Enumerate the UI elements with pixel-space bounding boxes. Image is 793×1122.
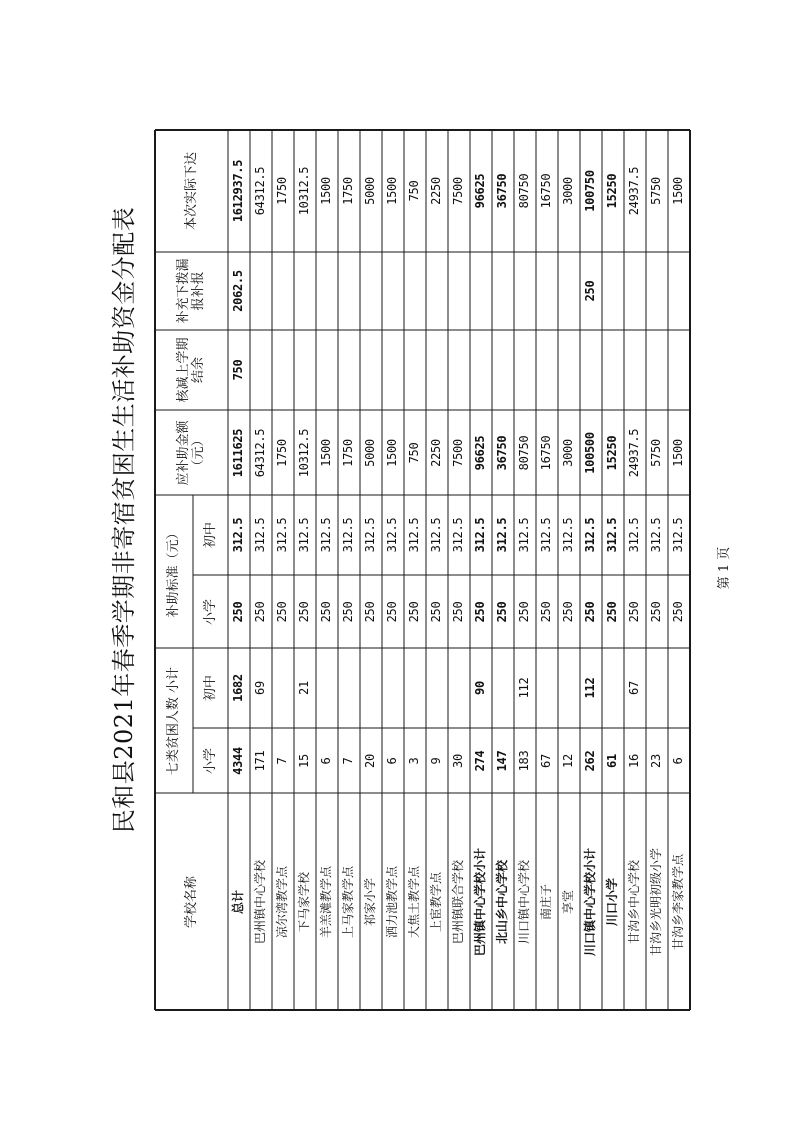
cell-amount-due: 10312.5 — [297, 428, 312, 477]
cell-actual-issued: 2250 — [429, 177, 444, 205]
cell-amount-due: 100500 — [583, 431, 598, 474]
cell-standard-junior: 312.5 — [473, 517, 488, 553]
cell-school-name: 南庄子 — [539, 883, 554, 920]
cell-school-name: 川口小学 — [605, 877, 620, 926]
cell-amount-due: 16750 — [539, 435, 554, 470]
cell-amount-due: 1500 — [319, 438, 334, 467]
cell-primary-count: 274 — [473, 750, 488, 771]
cell-standard-junior: 312.5 — [385, 517, 400, 553]
document-title: 民和县2021年春季学期非寄宿贫困生生活补助资金分配表 — [110, 206, 139, 834]
cell-primary-count: 23 — [649, 753, 664, 768]
cell-actual-issued: 1500 — [385, 177, 400, 205]
cell-standard-primary: 250 — [341, 601, 356, 622]
cell-amount-due: 36750 — [495, 435, 510, 470]
header-amount-due: 应补助金额（元） — [175, 420, 206, 486]
header-standard-junior: 初中 — [202, 522, 218, 549]
cell-junior-count — [339, 651, 359, 725]
cell-deduct-balance — [603, 333, 623, 407]
cell-supplement — [603, 255, 623, 327]
cell-standard-primary: 250 — [495, 601, 510, 622]
cell-primary-count: 7 — [341, 757, 356, 764]
cell-junior-count — [669, 651, 689, 725]
cell-amount-due: 5000 — [363, 438, 378, 467]
cell-school-name: 巴州镇中心学校 — [253, 859, 268, 944]
cell-school-name: 川口镇中心学校小计 — [583, 847, 598, 956]
cell-supplement: 2062.5 — [231, 270, 246, 312]
cell-standard-junior: 312.5 — [583, 517, 598, 553]
cell-standard-junior: 312.5 — [297, 517, 312, 553]
cell-school-name: 北山乡中心学校 — [495, 859, 510, 944]
cell-standard-junior: 312.5 — [627, 517, 642, 553]
cell-actual-issued: 64312.5 — [253, 166, 268, 216]
cell-primary-count: 20 — [363, 753, 378, 768]
cell-actual-issued: 5750 — [649, 177, 664, 205]
cell-actual-issued: 1750 — [341, 177, 356, 205]
cell-junior-count — [317, 651, 337, 725]
cell-supplement — [251, 255, 271, 327]
cell-deduct-balance — [427, 333, 447, 407]
cell-standard-junior: 312.5 — [671, 517, 686, 553]
cell-supplement — [317, 255, 337, 327]
header-poor-count: 七类贫困人数 小计 — [165, 666, 181, 775]
cell-supplement — [405, 255, 425, 327]
cell-actual-issued: 1500 — [319, 177, 334, 205]
cell-junior-count: 21 — [297, 681, 312, 695]
cell-primary-count: 3 — [407, 757, 422, 764]
cell-actual-issued: 24937.5 — [627, 166, 642, 216]
cell-school-name: 甘沟乡中心学校 — [627, 859, 642, 944]
cell-amount-due: 15250 — [605, 435, 620, 470]
cell-school-name: 洒力池教学点 — [385, 865, 400, 938]
cell-standard-junior: 312.5 — [451, 517, 466, 553]
cell-actual-issued: 1750 — [275, 177, 290, 205]
cell-actual-issued: 80750 — [517, 173, 532, 209]
cell-school-name: 川口镇中心学校 — [517, 859, 532, 944]
cell-junior-count — [273, 651, 293, 725]
cell-amount-due: 3000 — [561, 438, 576, 467]
cell-junior-count: 90 — [473, 681, 488, 695]
cell-deduct-balance — [625, 333, 645, 407]
cell-supplement — [449, 255, 469, 327]
cell-actual-issued: 96625 — [473, 173, 488, 209]
cell-actual-issued: 1612937.5 — [231, 159, 246, 223]
header-standard-primary: 小学 — [202, 598, 218, 625]
cell-amount-due: 7500 — [451, 438, 466, 467]
cell-supplement — [625, 255, 645, 327]
cell-school-name: 甘沟乡光明初级小学 — [649, 847, 664, 956]
cell-supplement — [339, 255, 359, 327]
cell-deduct-balance — [295, 333, 315, 407]
cell-school-name: 总计 — [231, 889, 246, 914]
cell-actual-issued: 10312.5 — [297, 166, 312, 216]
cell-deduct-balance — [537, 333, 557, 407]
cell-standard-junior: 312.5 — [429, 517, 444, 553]
cell-junior-count — [449, 651, 469, 725]
cell-primary-count: 12 — [561, 753, 576, 768]
cell-standard-junior: 312.5 — [407, 517, 422, 553]
cell-standard-junior: 312.5 — [539, 517, 554, 553]
cell-primary-count: 7 — [275, 757, 290, 764]
cell-junior-count — [427, 651, 447, 725]
page-number: 第 1 页 — [716, 546, 732, 590]
cell-deduct-balance — [471, 333, 491, 407]
cell-amount-due: 96625 — [473, 435, 488, 470]
cell-standard-junior: 312.5 — [495, 517, 510, 553]
cell-supplement — [669, 255, 689, 327]
cell-standard-primary: 250 — [539, 601, 554, 622]
cell-standard-primary: 250 — [583, 601, 598, 622]
cell-standard-junior: 312.5 — [231, 517, 246, 553]
cell-actual-issued: 100750 — [583, 170, 598, 212]
cell-deduct-balance — [251, 333, 271, 407]
cell-standard-junior: 312.5 — [363, 517, 378, 553]
cell-school-name: 上马家教学点 — [341, 865, 356, 938]
cell-actual-issued: 5000 — [363, 177, 378, 205]
cell-amount-due: 24937.5 — [627, 428, 642, 477]
cell-standard-primary: 250 — [407, 601, 422, 622]
cell-amount-due: 1500 — [671, 438, 686, 467]
header-junior-count: 初中 — [202, 675, 218, 702]
cell-junior-count: 67 — [627, 681, 642, 695]
cell-school-name: 享堂 — [561, 889, 576, 914]
cell-standard-primary: 250 — [671, 601, 686, 622]
cell-deduct-balance — [669, 333, 689, 407]
cell-primary-count: 61 — [605, 753, 620, 768]
cell-standard-primary: 250 — [429, 601, 444, 622]
cell-junior-count: 69 — [253, 681, 268, 695]
cell-primary-count: 147 — [495, 750, 510, 771]
cell-primary-count: 171 — [253, 750, 268, 771]
cell-deduct-balance — [339, 333, 359, 407]
cell-standard-junior: 312.5 — [561, 517, 576, 553]
cell-deduct-balance — [515, 333, 535, 407]
cell-amount-due: 5750 — [649, 438, 664, 467]
cell-supplement — [427, 255, 447, 327]
cell-school-name: 大焦土教学点 — [407, 865, 422, 938]
cell-primary-count: 30 — [451, 753, 466, 768]
cell-standard-junior: 312.5 — [341, 517, 356, 553]
cell-standard-primary: 250 — [561, 601, 576, 622]
cell-primary-count: 67 — [539, 753, 554, 768]
cell-primary-count: 262 — [583, 750, 598, 771]
cell-deduct-balance — [449, 333, 469, 407]
cell-standard-primary: 250 — [649, 601, 664, 622]
cell-standard-primary: 250 — [363, 601, 378, 622]
cell-standard-junior: 312.5 — [517, 517, 532, 553]
cell-junior-count — [537, 651, 557, 725]
cell-deduct-balance — [317, 333, 337, 407]
cell-supplement — [361, 255, 381, 327]
cell-deduct-balance — [405, 333, 425, 407]
cell-amount-due: 1750 — [275, 438, 290, 467]
cell-standard-primary: 250 — [517, 601, 532, 622]
cell-standard-primary: 250 — [627, 601, 642, 622]
cell-actual-issued: 1500 — [671, 177, 686, 205]
cell-amount-due: 2250 — [429, 438, 444, 467]
cell-deduct-balance — [559, 333, 579, 407]
cell-actual-issued: 15250 — [605, 173, 620, 209]
cell-actual-issued: 36750 — [495, 173, 510, 209]
cell-supplement — [471, 255, 491, 327]
cell-supplement: 250 — [583, 280, 598, 302]
cell-amount-due: 1500 — [385, 438, 400, 467]
cell-amount-due: 64312.5 — [253, 428, 268, 477]
cell-supplement — [295, 255, 315, 327]
cell-primary-count: 6 — [671, 757, 686, 764]
cell-junior-count — [405, 651, 425, 725]
cell-deduct-balance — [581, 333, 601, 407]
cell-standard-primary: 250 — [297, 601, 312, 622]
cell-primary-count: 6 — [319, 757, 334, 764]
cell-primary-count: 16 — [627, 753, 642, 768]
cell-amount-due: 1611625 — [231, 428, 246, 477]
cell-standard-junior: 312.5 — [253, 517, 268, 553]
cell-actual-issued: 7500 — [451, 177, 466, 205]
cell-amount-due: 750 — [407, 442, 422, 463]
cell-school-name: 巴州镇中心学校小计 — [473, 847, 488, 956]
cell-standard-junior: 312.5 — [319, 517, 334, 553]
cell-standard-junior: 312.5 — [275, 517, 290, 553]
cell-primary-count: 15 — [297, 753, 312, 768]
cell-junior-count: 112 — [517, 677, 532, 699]
cell-primary-count: 183 — [517, 750, 532, 771]
cell-standard-primary: 250 — [473, 601, 488, 622]
cell-primary-count: 6 — [385, 757, 400, 764]
cell-school-name: 羊羔滩教学点 — [319, 865, 334, 938]
cell-actual-issued: 3000 — [561, 177, 576, 205]
cell-primary-count: 4344 — [231, 746, 246, 775]
cell-supplement — [273, 255, 293, 327]
cell-standard-primary: 250 — [319, 601, 334, 622]
cell-standard-junior: 312.5 — [605, 517, 620, 553]
cell-standard-primary: 250 — [231, 601, 246, 622]
cell-supplement — [559, 255, 579, 327]
cell-standard-primary: 250 — [275, 601, 290, 622]
cell-standard-primary: 250 — [385, 601, 400, 622]
header-primary-count: 小学 — [202, 747, 218, 774]
cell-deduct-balance — [361, 333, 381, 407]
cell-junior-count: 1682 — [231, 674, 246, 702]
cell-junior-count — [383, 651, 403, 725]
cell-school-name: 甘沟乡李家教学点 — [671, 853, 686, 950]
cell-junior-count: 112 — [583, 677, 598, 699]
cell-junior-count — [603, 651, 623, 725]
cell-deduct-balance — [647, 333, 667, 407]
cell-standard-primary: 250 — [253, 601, 268, 622]
cell-actual-issued: 750 — [407, 180, 422, 202]
cell-school-name: 上宦教学点 — [429, 871, 444, 932]
cell-junior-count — [559, 651, 579, 725]
cell-junior-count — [361, 651, 381, 725]
cell-school-name: 巴州镇联合学校 — [451, 859, 466, 944]
cell-deduct-balance: 750 — [231, 359, 246, 381]
header-supplement: 补充下拨漏报补报 — [175, 258, 206, 324]
cell-amount-due: 1750 — [341, 438, 356, 467]
cell-supplement — [647, 255, 667, 327]
cell-standard-primary: 250 — [605, 601, 620, 622]
cell-school-name: 祁家小学 — [363, 877, 378, 926]
cell-supplement — [493, 255, 513, 327]
cell-school-name: 下马家学校 — [297, 871, 312, 932]
cell-standard-junior: 312.5 — [649, 517, 664, 553]
header-school-name: 学校名称 — [183, 875, 199, 928]
cell-junior-count — [647, 651, 667, 725]
cell-standard-primary: 250 — [451, 601, 466, 622]
cell-school-name: 凉尔湾教学点 — [275, 865, 290, 938]
header-actual-issued: 本次实际下达 — [183, 152, 199, 231]
header-deduct-balance: 核减上学期结余 — [175, 337, 206, 403]
cell-deduct-balance — [493, 333, 513, 407]
cell-deduct-balance — [273, 333, 293, 407]
cell-junior-count — [493, 651, 513, 725]
cell-primary-count: 9 — [429, 757, 444, 764]
cell-supplement — [515, 255, 535, 327]
cell-amount-due: 80750 — [517, 435, 532, 470]
cell-supplement — [383, 255, 403, 327]
cell-deduct-balance — [383, 333, 403, 407]
cell-supplement — [537, 255, 557, 327]
header-subsidy-standard: 补助标准（元） — [165, 526, 181, 618]
cell-actual-issued: 16750 — [539, 173, 554, 209]
